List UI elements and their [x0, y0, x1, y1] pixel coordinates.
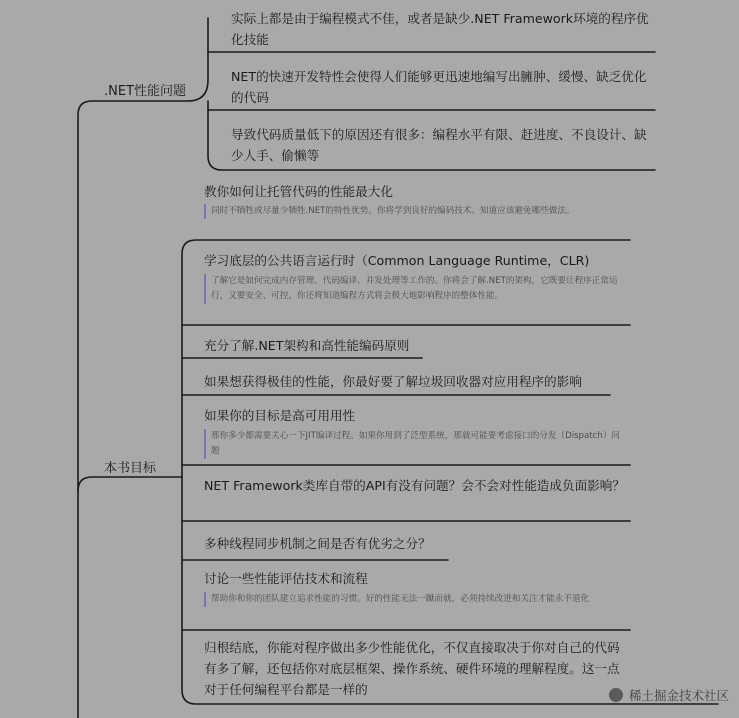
goal-node-8: 讨论一些性能评估技术和流程 [204, 571, 368, 586]
watermark-logo-icon [609, 688, 623, 702]
goal-node-9: 归根结底，你能对程序做出多少性能优化，不仅直接取决于你对自己的代码有多了解，还包括你对底层框架、操作系统、硬件环境的理解程度。这一点对于任何编程平台都是一样的 [204, 640, 620, 697]
goal-node-3: 充分了解.NET架构和高性能编码原则 [204, 338, 410, 353]
goal-node-4: 如果想获得极佳的性能，你最好要了解垃圾回收器对应用程序的影响 [204, 374, 582, 389]
connector-trunk-goals [78, 477, 182, 491]
net-node-1: 实际上都是由于编程模式不佳，或者是缺少.NET Framework环境的程序优化技能 [231, 11, 649, 47]
branch-label-net-perf: .NET性能问题 [104, 84, 187, 99]
goal-note-1: 同时不牺牲或尽量少牺牲.NET的特性优势。你将学到良好的编码技术、知道应该避免哪些做法。 [204, 204, 623, 219]
net-node-3: 导致代码质量低下的原因还有很多：编程水平有限、赶进度、不良设计、缺少人手、偷懒等 [231, 127, 647, 163]
goal-note-8: 帮助你和你的团队建立追求性能的习惯。好的性能无法一蹴而就，必须持续改进和关注才能永不退化 [204, 592, 626, 607]
net-node-2: NET的快速开发特性会使得人们能够更迅速地编写出臃肿、缓慢、缺乏优化的代码 [231, 69, 647, 105]
watermark-text: 稀土掘金技术社区 [628, 688, 729, 703]
watermark [609, 686, 729, 704]
goal-node-2: 学习底层的公共语言运行时（Common Language Runtime，CLR) [204, 253, 590, 268]
branch-label-book-goals: 本书目标 [104, 461, 157, 476]
goal-node-5: 如果你的目标是高可用用性 [204, 408, 356, 423]
goal-node-6: NET Framework类库自带的API有没有问题？会不会对性能造成负面影响？ [204, 478, 625, 493]
connector-trunk-net [78, 101, 188, 718]
goal-node-1: 教你如何让托管代码的性能最大化 [204, 184, 393, 199]
goal-note-2: 了解它是如何完成内存管理、代码编译、并发处理等工作的。你将会了解.NET的架构，它既要让程序正常运行，又要安全、可控。你还将知道编程方式将会极大地影响程序的整体性能。 [204, 274, 626, 304]
goal-node-7: 多种线程同步机制之间是否有优劣之分？ [204, 536, 431, 551]
goal-note-5: 那你多少都需要关心一下JIT编译过程。如果你用到了泛型系统，那就可能要考虑接口的分发（Dispatch）问题 [204, 429, 626, 459]
connector-net-top [188, 18, 208, 101]
